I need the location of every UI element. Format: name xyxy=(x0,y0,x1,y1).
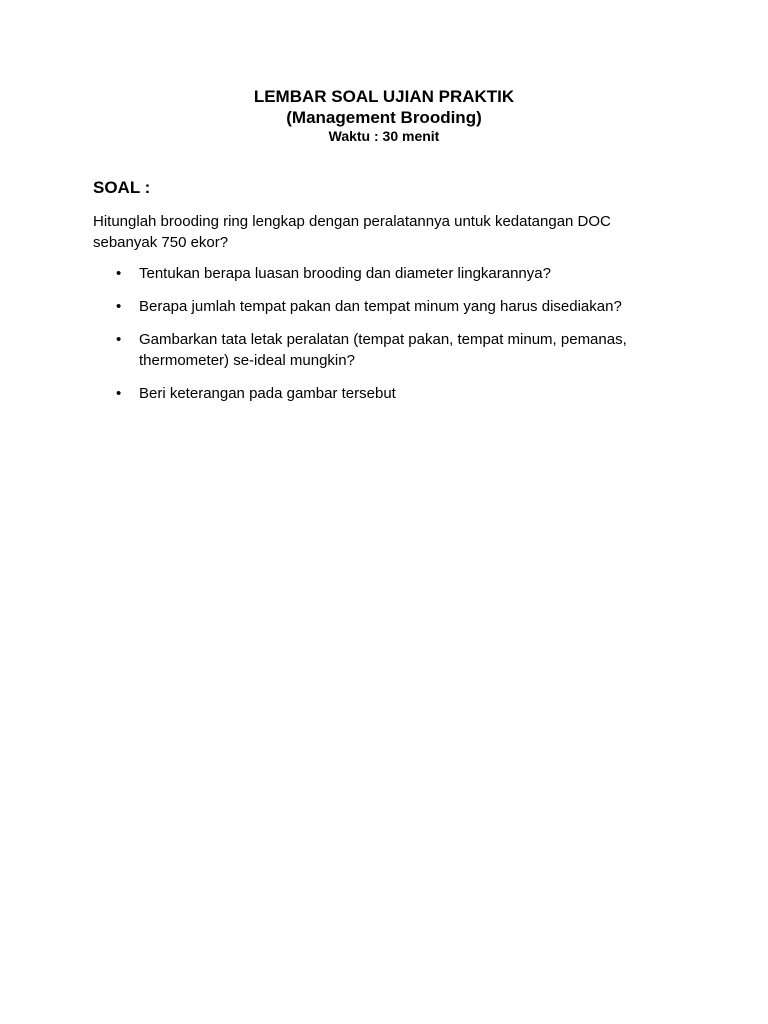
list-item xyxy=(93,329,673,371)
page-title: LEMBAR SOAL UJIAN PRAKTIK xyxy=(253,87,515,106)
question-text: Berapa jumlah tempat pakan dan tempat minum yang harus disediakan? xyxy=(139,298,622,315)
list-item xyxy=(93,263,673,284)
question-list xyxy=(93,263,673,416)
time-limit: Waktu : 30 menit xyxy=(328,128,440,144)
document-header xyxy=(0,86,768,145)
list-item xyxy=(93,383,673,404)
question-text: Beri keterangan pada gambar tersebut xyxy=(139,385,396,402)
question-text: Tentukan berapa luasan brooding dan diameter lingkarannya? xyxy=(139,265,551,282)
page-subtitle: (Management Brooding) xyxy=(286,108,482,127)
list-item xyxy=(93,296,673,317)
bullet-icon: • xyxy=(116,298,122,315)
bullet-icon: • xyxy=(116,331,122,348)
question-text: Gambarkan tata letak peralatan (tempat pakan, tempat minum, pemanas, thermometer) se-ideal mungkin? xyxy=(139,331,627,369)
bullet-icon: • xyxy=(116,385,122,402)
section-heading: SOAL : xyxy=(93,178,151,197)
intro-paragraph: Hitunglah brooding ring lengkap dengan peralatannya untuk kedatangan DOC sebanyak 750 ekor? xyxy=(93,213,611,251)
bullet-icon: • xyxy=(116,265,122,282)
